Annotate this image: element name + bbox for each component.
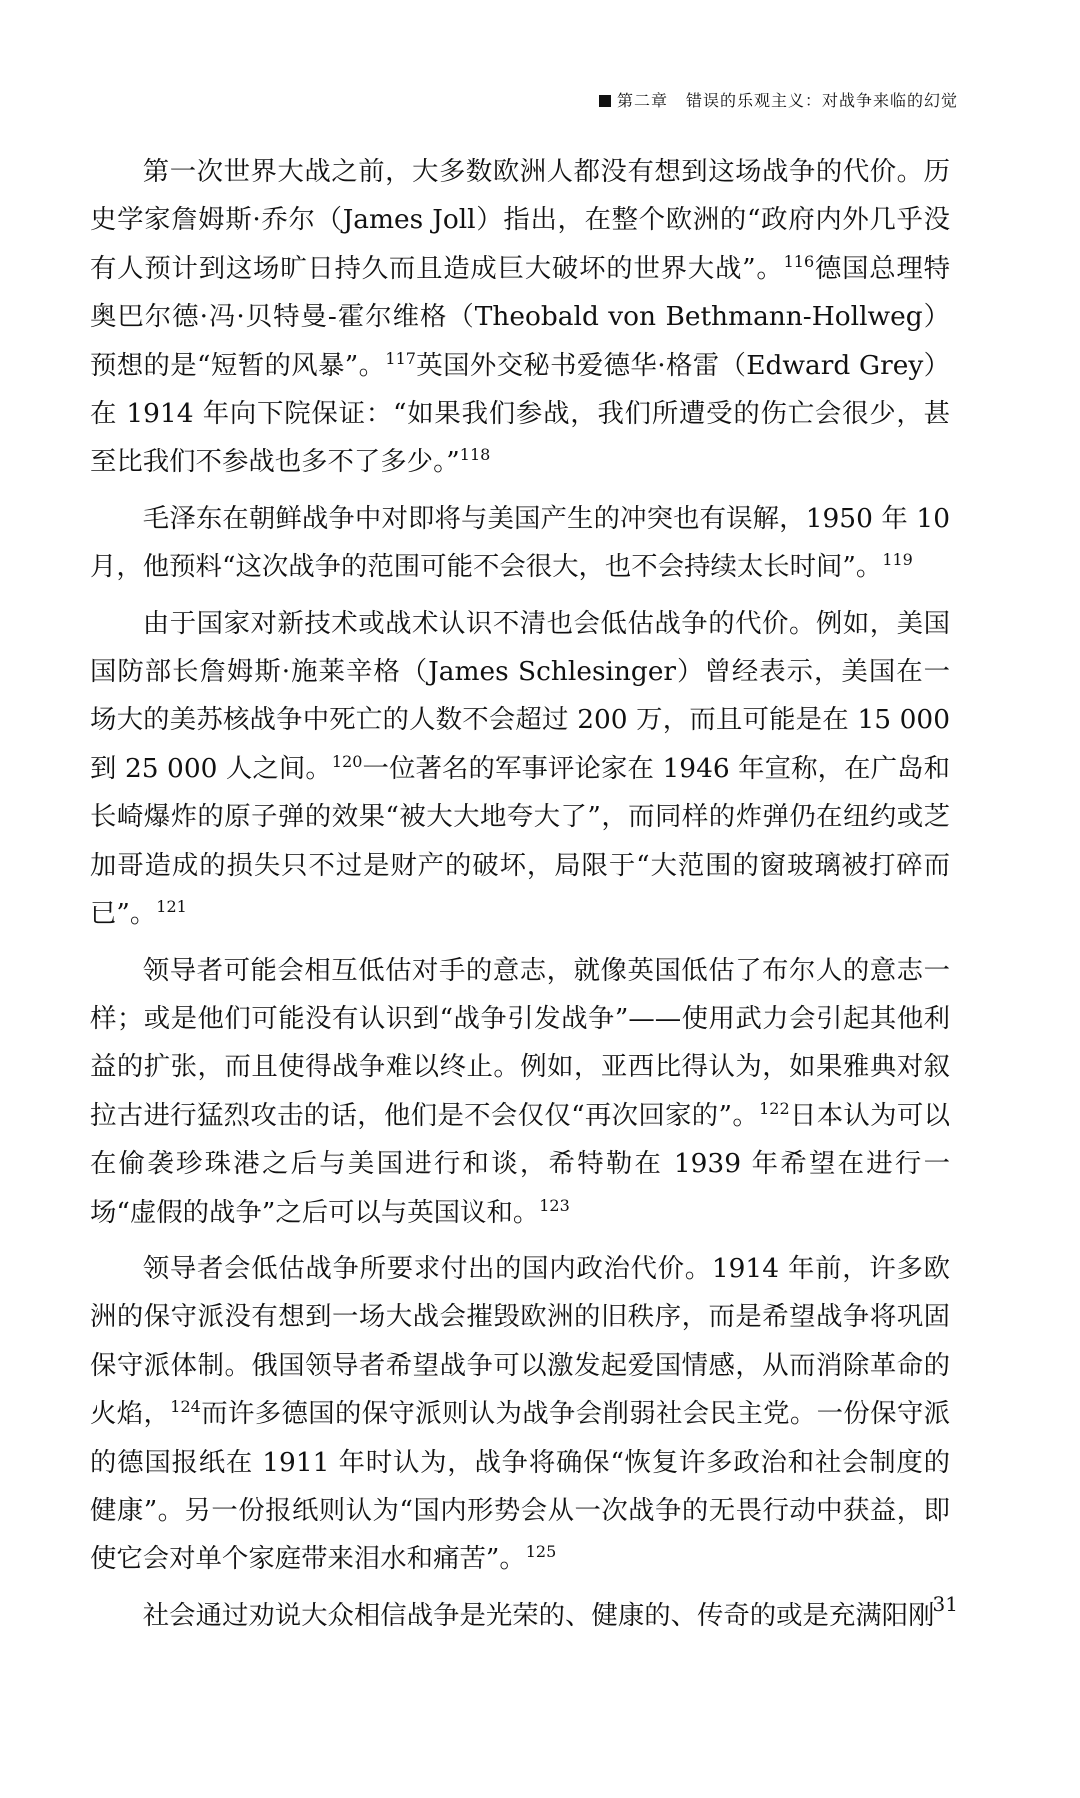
paragraph	[90, 1592, 950, 1640]
text-segment: 由于国家对新技术或战术认识不清也会低估战争的代价。例如，美国国防部长詹姆斯·施莱辛格（James Schlesinger）曾经表示，美国在一场大的美苏核战争中死亡的人数不会超过 200 万，而且可能是在 15 000 到 25 000 人之间。	[90, 607, 950, 784]
text-segment: 第一次世界大战之前，大多数欧洲人都没有想到这场战争的代价。历史学家詹姆斯·乔尔（James Joll）指出，在整个欧洲的“政府内外几乎没有人预计到这场旷日持久而且造成巨大破坏的世界大战”。	[90, 156, 950, 284]
header-square-bullet	[599, 95, 611, 107]
text-segment: 日本认为可以在偷袭珍珠港之后与美国进行和谈，希特勒在 1939 年希望在进行一场“虚假的战争”之后可以与英国议和。	[90, 1099, 950, 1228]
footnote-ref: 117	[385, 348, 416, 368]
footnote-ref: 121	[156, 897, 187, 917]
paragraph	[90, 495, 950, 592]
text-segment: 领导者会低估战争所要求付出的国内政治代价。1914 年前，许多欧洲的保守派没有想到一场大战会摧毁欧洲的旧秩序，而是希望战争将巩固保守派体制。俄国领导者希望战争可以激发起爱国情感，从而消除革命的火焰，	[90, 1252, 950, 1430]
text-segment: 德国总理特奥巴尔德·冯·贝特曼-霍尔维格（Theobald von Bethmann-Hollweg）预想的是“短暂的风暴”。	[90, 252, 951, 381]
paragraph	[90, 947, 950, 1237]
footnote-ref: 119	[882, 550, 913, 570]
text-segment: 而许多德国的保守派则认为战争会削弱社会民主党。一份保守派的德国报纸在 1911 年时认为，战争将确保“恢复许多政治和社会制度的健康”。另一份报纸则认为“国内形势会从一次战争的无畏行动中获益，即使它会对单个家庭带来泪水和痛苦”。	[90, 1398, 951, 1575]
text-segment: 一位著名的军事评论家在 1946 年宣称，在广岛和长崎爆炸的原子弹的效果“被大大地夸大了”，而同样的炸弹仍在纽约或芝加哥造成的损失只不过是财产的破坏，局限于“大范围的窗玻璃被打碎而已”。	[90, 752, 950, 930]
footnote-ref: 118	[459, 445, 491, 465]
footnote-ref: 124	[170, 1397, 201, 1417]
text-segment: 领导者可能会相互低估对手的意志，就像英国低估了布尔人的意志一样；或是他们可能没有认识到“战争引发战争”——使用武力会引起其他利益的扩张，而且使得战争难以终止。例如，亚西比得认为，如果雅典对叙拉古进行猛烈攻击的话，他们是不会仅仅“再次回家的”。	[90, 954, 950, 1131]
footnote-ref: 116	[783, 251, 815, 271]
paragraph	[90, 1245, 950, 1584]
running-header	[599, 88, 958, 111]
text-segment: 毛泽东在朝鲜战争中对即将与美国产生的冲突也有误解，1950 年 10 月，他预料“这次战争的范围可能不会很大，也不会持续太长时间”。	[90, 502, 950, 583]
footnote-ref: 123	[539, 1195, 570, 1215]
header-title: 错误的乐观主义：对战争来临的幻觉	[685, 91, 958, 110]
paragraph	[90, 148, 950, 487]
text-segment: 英国外交秘书爱德华·格雷（Edward Grey）在 1914 年向下院保证：“如果我们参战，我们所遭受的伤亡会很少，甚至比我们不参战也多不了多少。”	[90, 349, 950, 478]
page-number: 31	[932, 1592, 958, 1616]
header-chapter: 第二章	[616, 91, 668, 110]
body-text	[90, 148, 950, 1648]
footnote-ref: 125	[525, 1542, 557, 1562]
text-segment: 社会通过劝说大众相信战争是光荣的、健康的、传奇的或是充满阳刚	[142, 1599, 935, 1631]
footnote-ref: 122	[759, 1098, 790, 1118]
paragraph	[90, 600, 950, 939]
footnote-ref: 120	[331, 751, 363, 771]
